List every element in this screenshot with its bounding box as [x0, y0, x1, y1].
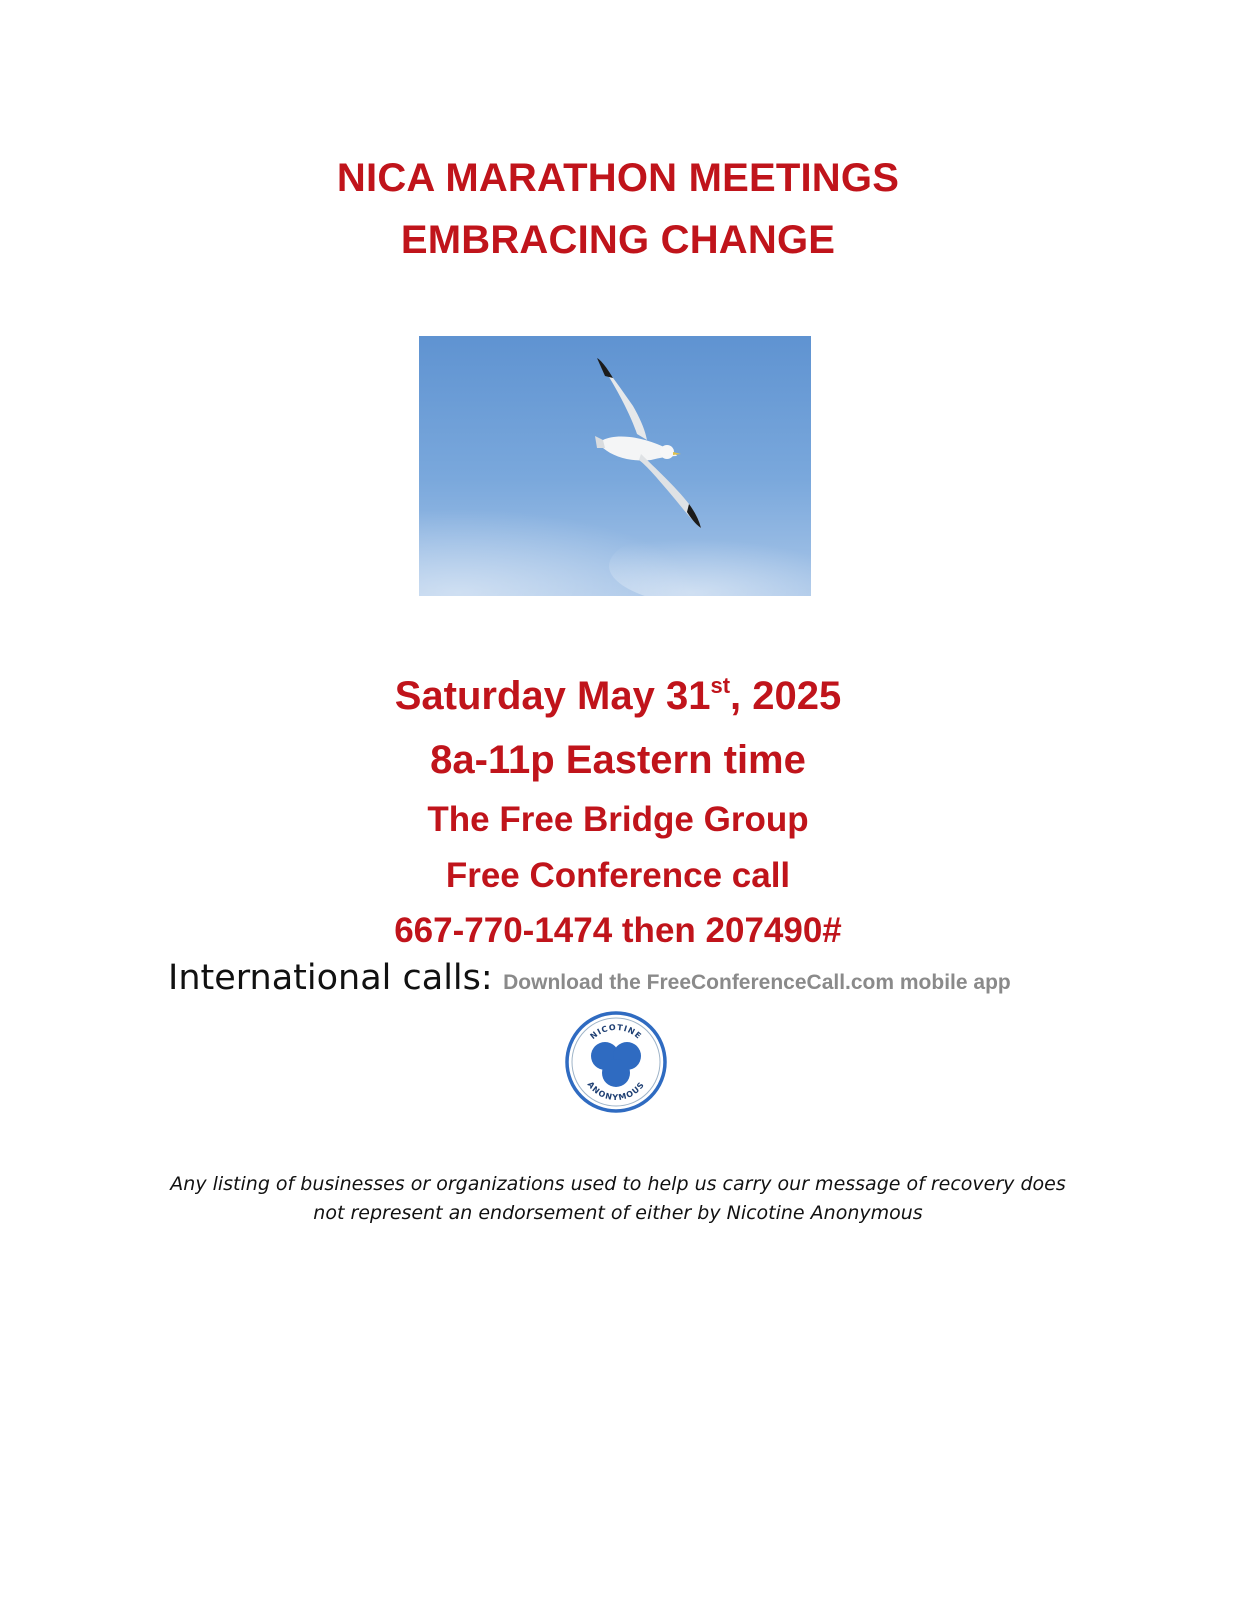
event-group: The Free Bridge Group [427, 800, 809, 839]
logo-bottom-text: ANONYMOUS [585, 1079, 647, 1103]
disclaimer-line-2: not represent an endorsement of either by Nicotine Anonymous [313, 1202, 923, 1224]
event-date-main: Saturday May 31 [394, 674, 711, 718]
seagull-photo [419, 336, 811, 596]
event-date [0, 668, 1236, 724]
event-date-ordinal: st [710, 673, 731, 698]
international-calls [168, 958, 1011, 998]
nicotine-anonymous-logo [564, 1010, 668, 1114]
title-line-2: EMBRACING CHANGE [400, 218, 836, 262]
event-time: 8a-11p Eastern time [430, 738, 806, 782]
international-label: International calls: [168, 958, 493, 998]
disclaimer-line-1: Any listing of businesses or organizations used to help us carry our message of recovery does [170, 1173, 1066, 1195]
title-line-1: NICA MARATHON MEETINGS [336, 156, 900, 200]
logo-emblem-icon [564, 1010, 668, 1114]
event-phone: 667-770-1474 then 207490# [394, 911, 842, 950]
disclaimer [0, 1170, 1236, 1228]
international-note: Download the FreeConferenceCall.com mobile app [503, 971, 1011, 994]
event-call-type: Free Conference call [445, 856, 791, 895]
event-date-year: , 2025 [730, 674, 842, 718]
logo-top-text: NICOTINE [588, 1022, 644, 1042]
seagull-icon [419, 336, 811, 596]
